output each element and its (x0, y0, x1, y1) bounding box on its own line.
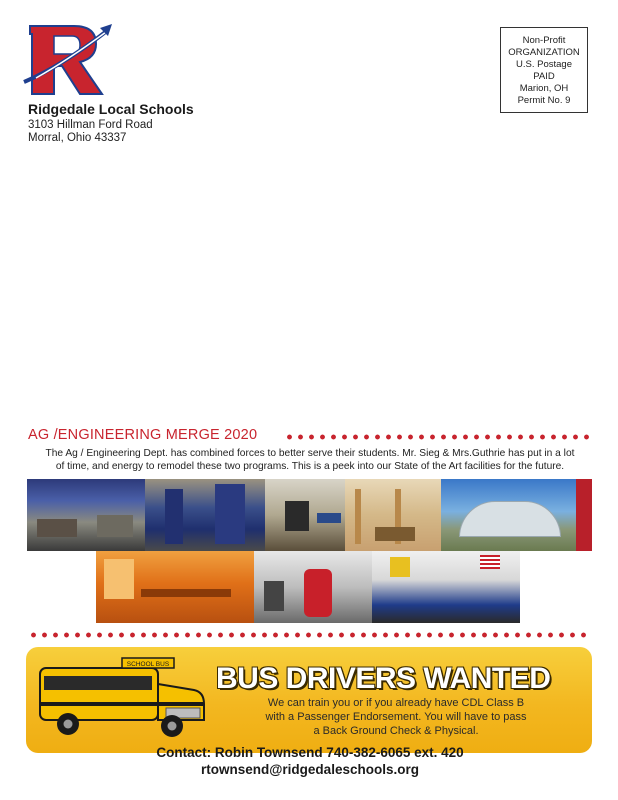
article-description (28, 447, 592, 473)
workshop-photo (27, 479, 145, 551)
article-title: AG /ENGINEERING MERGE 2020 (28, 427, 258, 443)
bus-ad-line-1: We can train you or if you already have CDL Class B (267, 697, 525, 709)
section-dot-divider (28, 632, 592, 638)
bus-sign-text: SCHOOL BUS (126, 661, 170, 668)
greenhouse-photo (441, 479, 576, 551)
postage-line: U.S. Postage (516, 59, 572, 70)
postage-line: Permit No. 9 (517, 95, 571, 106)
title-dot-divider (284, 434, 592, 440)
metal-shop-photo (372, 551, 520, 623)
postage-indicia (500, 27, 588, 113)
contact-email[interactable]: rtownsend@ridgedaleschools.org (201, 762, 419, 777)
postage-line: ORGANIZATION (508, 47, 580, 58)
engineering-room-photo (254, 551, 372, 623)
orange-lab-photo (96, 551, 254, 623)
contact-info: Contact: Robin Townsend 740-382-6065 ext. 420 (156, 745, 464, 760)
red-panel (576, 479, 592, 551)
bus-ad-line-3: a Back Ground Check & Physical. (313, 725, 479, 737)
ridgedale-logo (22, 22, 114, 98)
postage-line: PAID (533, 71, 555, 82)
school-name: Ridgedale Local Schools (28, 101, 194, 117)
school-bus-icon (34, 650, 214, 746)
bus-drivers-title: BUS DRIVERS WANTED (216, 662, 551, 695)
bus-ad-line-2: with a Passenger Endorsement. You will have to pass (265, 711, 527, 723)
address-line-2: Morral, Ohio 43337 (28, 132, 127, 144)
postage-line: Marion, OH (519, 83, 569, 94)
woodshop-photo (345, 479, 441, 551)
address-line-1: 3103 Hillman Ford Road (28, 119, 153, 131)
article-line-2: of time, and energy to remodel these two programs. This is a peek into our State of the Art facilities for the future. (55, 461, 565, 472)
classroom-photo (265, 479, 345, 551)
postage-line: Non-Profit (522, 35, 566, 46)
lab-photo (145, 479, 265, 551)
article-line-1: The Ag / Engineering Dept. has combined forces to better serve their students. Mr. Sieg & Mrs.Guthrie has put in a lot (45, 448, 575, 459)
